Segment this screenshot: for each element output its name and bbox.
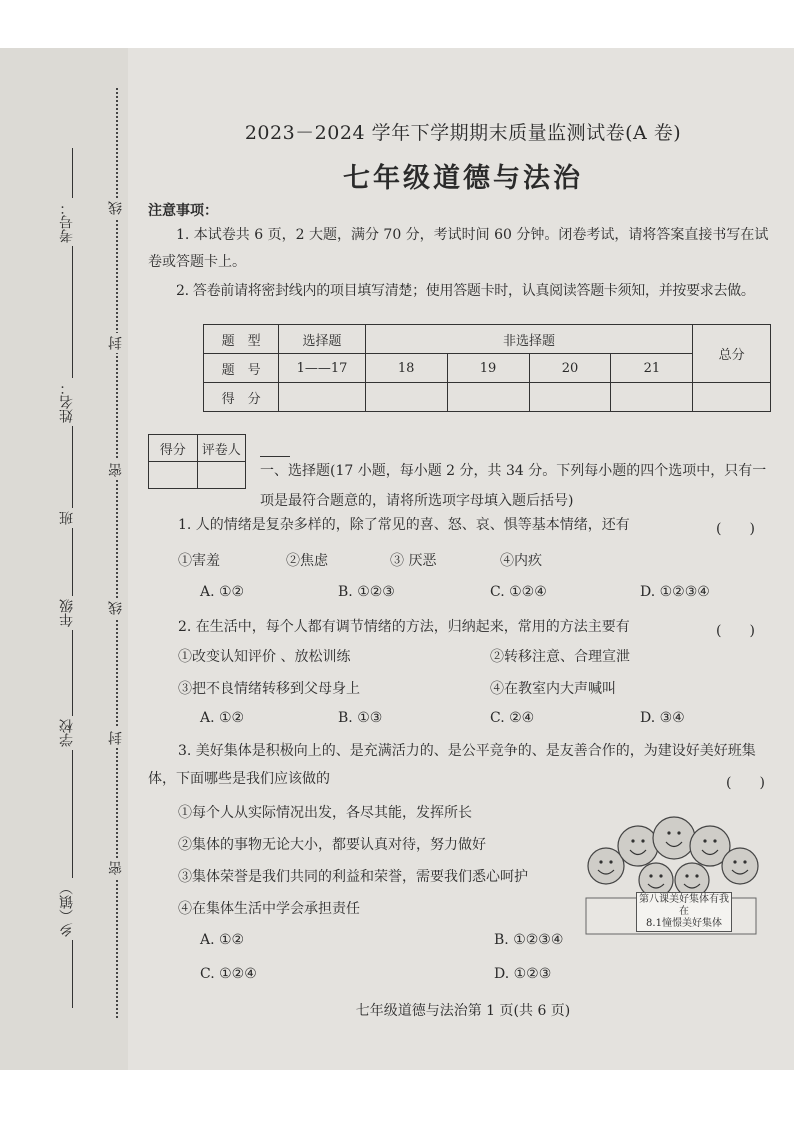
score-table-total: 总分 [693,325,771,383]
score-table [203,324,771,412]
grader-name-label: 评卷人 [197,435,246,462]
q1-choice-a: A. ①② [200,584,245,600]
q1-choice-c: C. ①②④ [490,584,547,600]
exam-content [148,48,778,1070]
child-face-3 [653,817,695,859]
q1-option-4: ④内疚 [500,553,542,569]
q3-stem-line-2: 体，下面哪些是我们应该做的 [148,771,330,787]
score-cell-20[interactable] [529,383,611,412]
score-cell-18[interactable] [365,383,447,412]
score-table-type-label: 题 型 [204,325,279,354]
q3-choice-b: B. ①②③④ [494,932,564,948]
grader-score-cell[interactable] [149,462,198,489]
notice-item-1 [148,222,778,276]
label-name: 姓名： [60,378,74,426]
q1-option-2: ②焦虑 [286,553,328,569]
q1-stem: 1. 人的情绪是复杂多样的，除了常见的喜、怒、哀、惧等基本情绪，还有 [178,517,630,533]
label-grade: 年级 [60,596,74,630]
score-cell-total[interactable] [693,383,771,412]
label-class: 班 [60,508,74,528]
score-table-col-21: 21 [611,354,693,383]
q2-option-4: ④在教室内大声喊叫 [490,681,616,697]
q2-stem: 2. 在生活中，每个人都有调节情绪的方法，归纳起来，常用的方法主要有 [178,619,630,635]
q3-option-3: ③集体荣誉是我们共同的利益和荣誉，需要我们悉心呵护 [178,869,528,885]
score-table-col-18: 18 [365,354,447,383]
seal-char-feng-2: 封 [108,728,124,748]
q3-stem-line-1: 3. 美好集体是积极向上的、是充满活力的、是公平竞争的、是友善合作的，为建设好美好班集 [178,743,756,759]
q1-option-3: ③ 厌恶 [390,553,437,569]
q3-option-1: ①每个人从实际情况出发，各尽其能，发挥所长 [178,805,472,821]
q2-choice-d: D. ③④ [640,710,685,726]
q3-choice-d: D. ①②③ [494,966,552,982]
grader-table [148,434,246,489]
child-face-2 [618,826,658,866]
exam-subject: 七年级道德与法治 [343,163,583,194]
q1-choice-d: D. ①②③④ [640,584,710,600]
child-face-1 [588,848,624,884]
score-cell-choice[interactable] [279,383,365,412]
score-table-num-label: 题 号 [204,354,279,383]
notice-item-2 [148,278,778,305]
label-school: 学校 [60,716,74,750]
score-cell-19[interactable] [447,383,529,412]
binding-margin [0,48,128,1070]
exam-title: 2023－2024 学年下学期期末质量监测试卷(A 卷) [244,122,682,144]
score-table-col-19: 19 [447,354,529,383]
illustration-caption-line-1: 第八课美好集体有我在 [639,894,729,917]
q2-choice-b: B. ①③ [338,710,383,726]
notice-item-2-text: 2. 答卷前请将密封线内的项目填写清楚；使用答题卡时，认真阅读答题卡须知，并按要求去做。 [176,283,755,299]
child-face-5 [722,848,758,884]
score-table-score-label: 得 分 [204,383,279,412]
seal-char-mi: 密 [108,460,124,480]
seal-char-xian: 线 [108,198,124,218]
label-exam-no: 考号： [60,198,74,246]
illustration-caption-line-2: 8.1憧憬美好集体 [646,918,722,929]
illustration-caption [636,892,732,932]
q3-option-2: ②集体的事物无论大小，都要认真对待，努力做好 [178,837,486,853]
grader-name-cell[interactable] [197,462,246,489]
q2-option-3: ③把不良情绪转移到父母身上 [178,681,360,697]
score-table-col-20: 20 [529,354,611,383]
q3-choice-c: C. ①②④ [200,966,257,982]
notice-item-1-text: 1. 本试卷共 6 页，2 大题，满分 70 分，考试时间 60 分钟。闭卷考试，请将答案直接书写在试卷或答题卡上。 [148,227,769,270]
q3-answer-paren[interactable]: ( ) [726,775,765,791]
score-table-non-choice: 非选择题 [365,325,693,354]
seal-dotted-line [116,88,118,1018]
seal-char-feng: 封 [108,333,124,353]
notice-title: 注意事项： [148,203,218,219]
seal-char-mi-2: 密 [108,858,124,878]
page-footer: 七年级道德与法治第 1 页(共 6 页) [355,1003,571,1019]
q2-answer-paren[interactable]: ( ) [716,623,755,639]
q3-choice-a: A. ①② [200,932,245,948]
score-table-choice: 选择题 [279,325,365,354]
q2-option-2: ②转移注意、合理宣泄 [490,649,630,665]
label-town: 乡（镇） [60,878,74,940]
q1-choice-b: B. ①②③ [338,584,395,600]
children-faces [588,817,758,897]
seal-char-xian-2: 线 [108,598,124,618]
q2-choice-a: A. ①② [200,710,245,726]
q3-option-4: ④在集体生活中学会承担责任 [178,901,360,917]
q1-answer-paren[interactable]: ( ) [716,521,755,537]
section-1-heading: 一、选择题(17 小题，每小题 2 分，共 34 分。下列每小题的四个选项中，只有一项是最符合题意的，请将所选项字母填入题后括号) [260,463,767,509]
q2-choice-c: C. ②④ [490,710,535,726]
q2-option-1: ①改变认知评价 、放松训练 [178,649,351,665]
q1-option-1: ①害羞 [178,553,220,569]
score-cell-21[interactable] [611,383,693,412]
score-table-range: 1——17 [279,354,365,383]
exam-paper [0,48,794,1070]
grader-score-label: 得分 [149,435,198,462]
